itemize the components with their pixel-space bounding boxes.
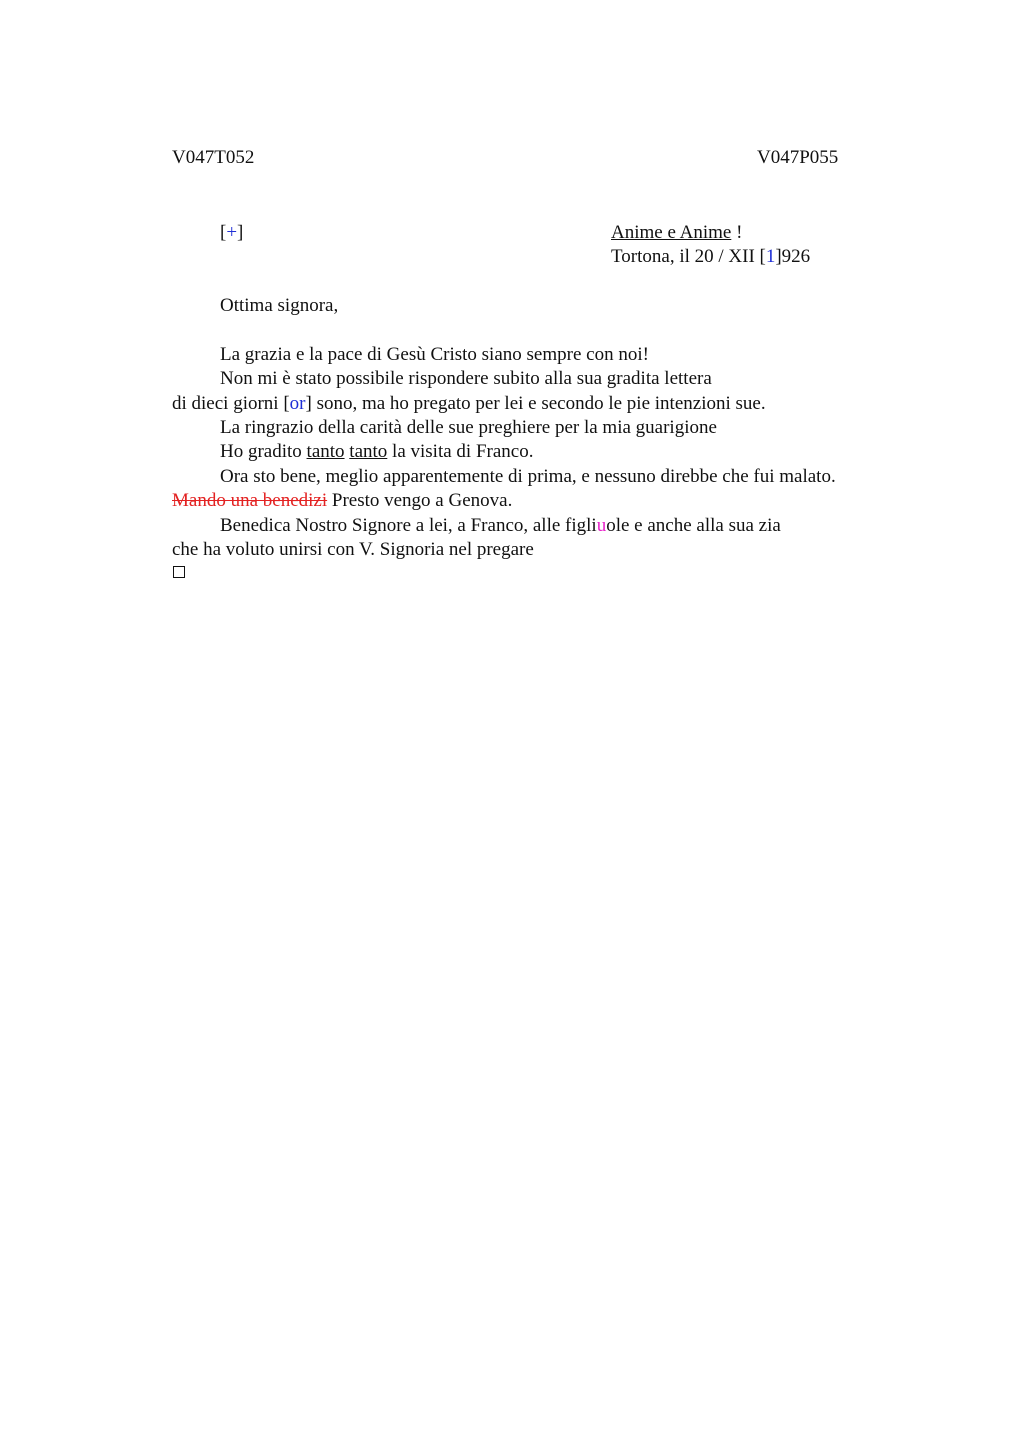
date-prefix: Tortona, il 20 / XII [ [611,246,766,267]
date-insert: 1 [765,246,776,267]
body-line-5 [220,440,533,464]
salutation: Ottima signora, [220,295,339,316]
line3-insert: or [289,393,306,414]
cross-mark [220,221,243,245]
body-line-1: La grazia e la pace di Gesù Cristo siano sempre con noi! [220,344,649,365]
body-line-2: Non mi è stato possibile rispondere subito alla sua gradita lettera [220,368,712,389]
body-line-4: La ringrazio della carità delle sue preghiere per la mia guarigione [220,417,717,438]
line5-end: la visita di Franco. [387,441,534,462]
body-line-3 [172,392,766,416]
line8-end: ole e anche alla sua zia [606,515,781,536]
body-line-7 [172,489,512,513]
line3-end: ] sono, ma ho pregato per lei e secondo le pie intenzioni sue. [305,393,766,414]
line7-end: Presto vengo a Genova. [327,490,513,511]
line5-start: Ho gradito [220,441,307,462]
cross-close: ] [237,222,244,243]
end-marker-box [173,566,185,578]
line7-deleted-text: Mando una benedizi [172,490,328,511]
body-line-8 [220,514,781,538]
motto-line [611,221,742,245]
line5-underline-2: tanto [349,441,388,462]
body-line-6: Ora sto bene, meglio apparentemente di prima, e nessuno direbbe che fui malato. [220,466,836,487]
line5-underline-1: tanto [306,441,345,462]
date-suffix: ]926 [775,246,811,267]
date-line [611,245,810,269]
line3-start: di dieci giorni [ [172,393,290,414]
line8-start: Benedica Nostro Signore a lei, a Franco, alle figli [220,515,597,536]
cross-open: [ [220,222,227,243]
cross-symbol: + [226,222,238,243]
body-line-9: che ha voluto unirsi con V. Signoria nel pregare [172,539,534,560]
motto-punct: ! [731,222,743,243]
document-code-left: V047T052 [172,147,255,168]
motto: Anime e Anime [611,222,732,243]
line8-correction: u [596,515,607,536]
document-code-right: V047P055 [757,147,839,168]
